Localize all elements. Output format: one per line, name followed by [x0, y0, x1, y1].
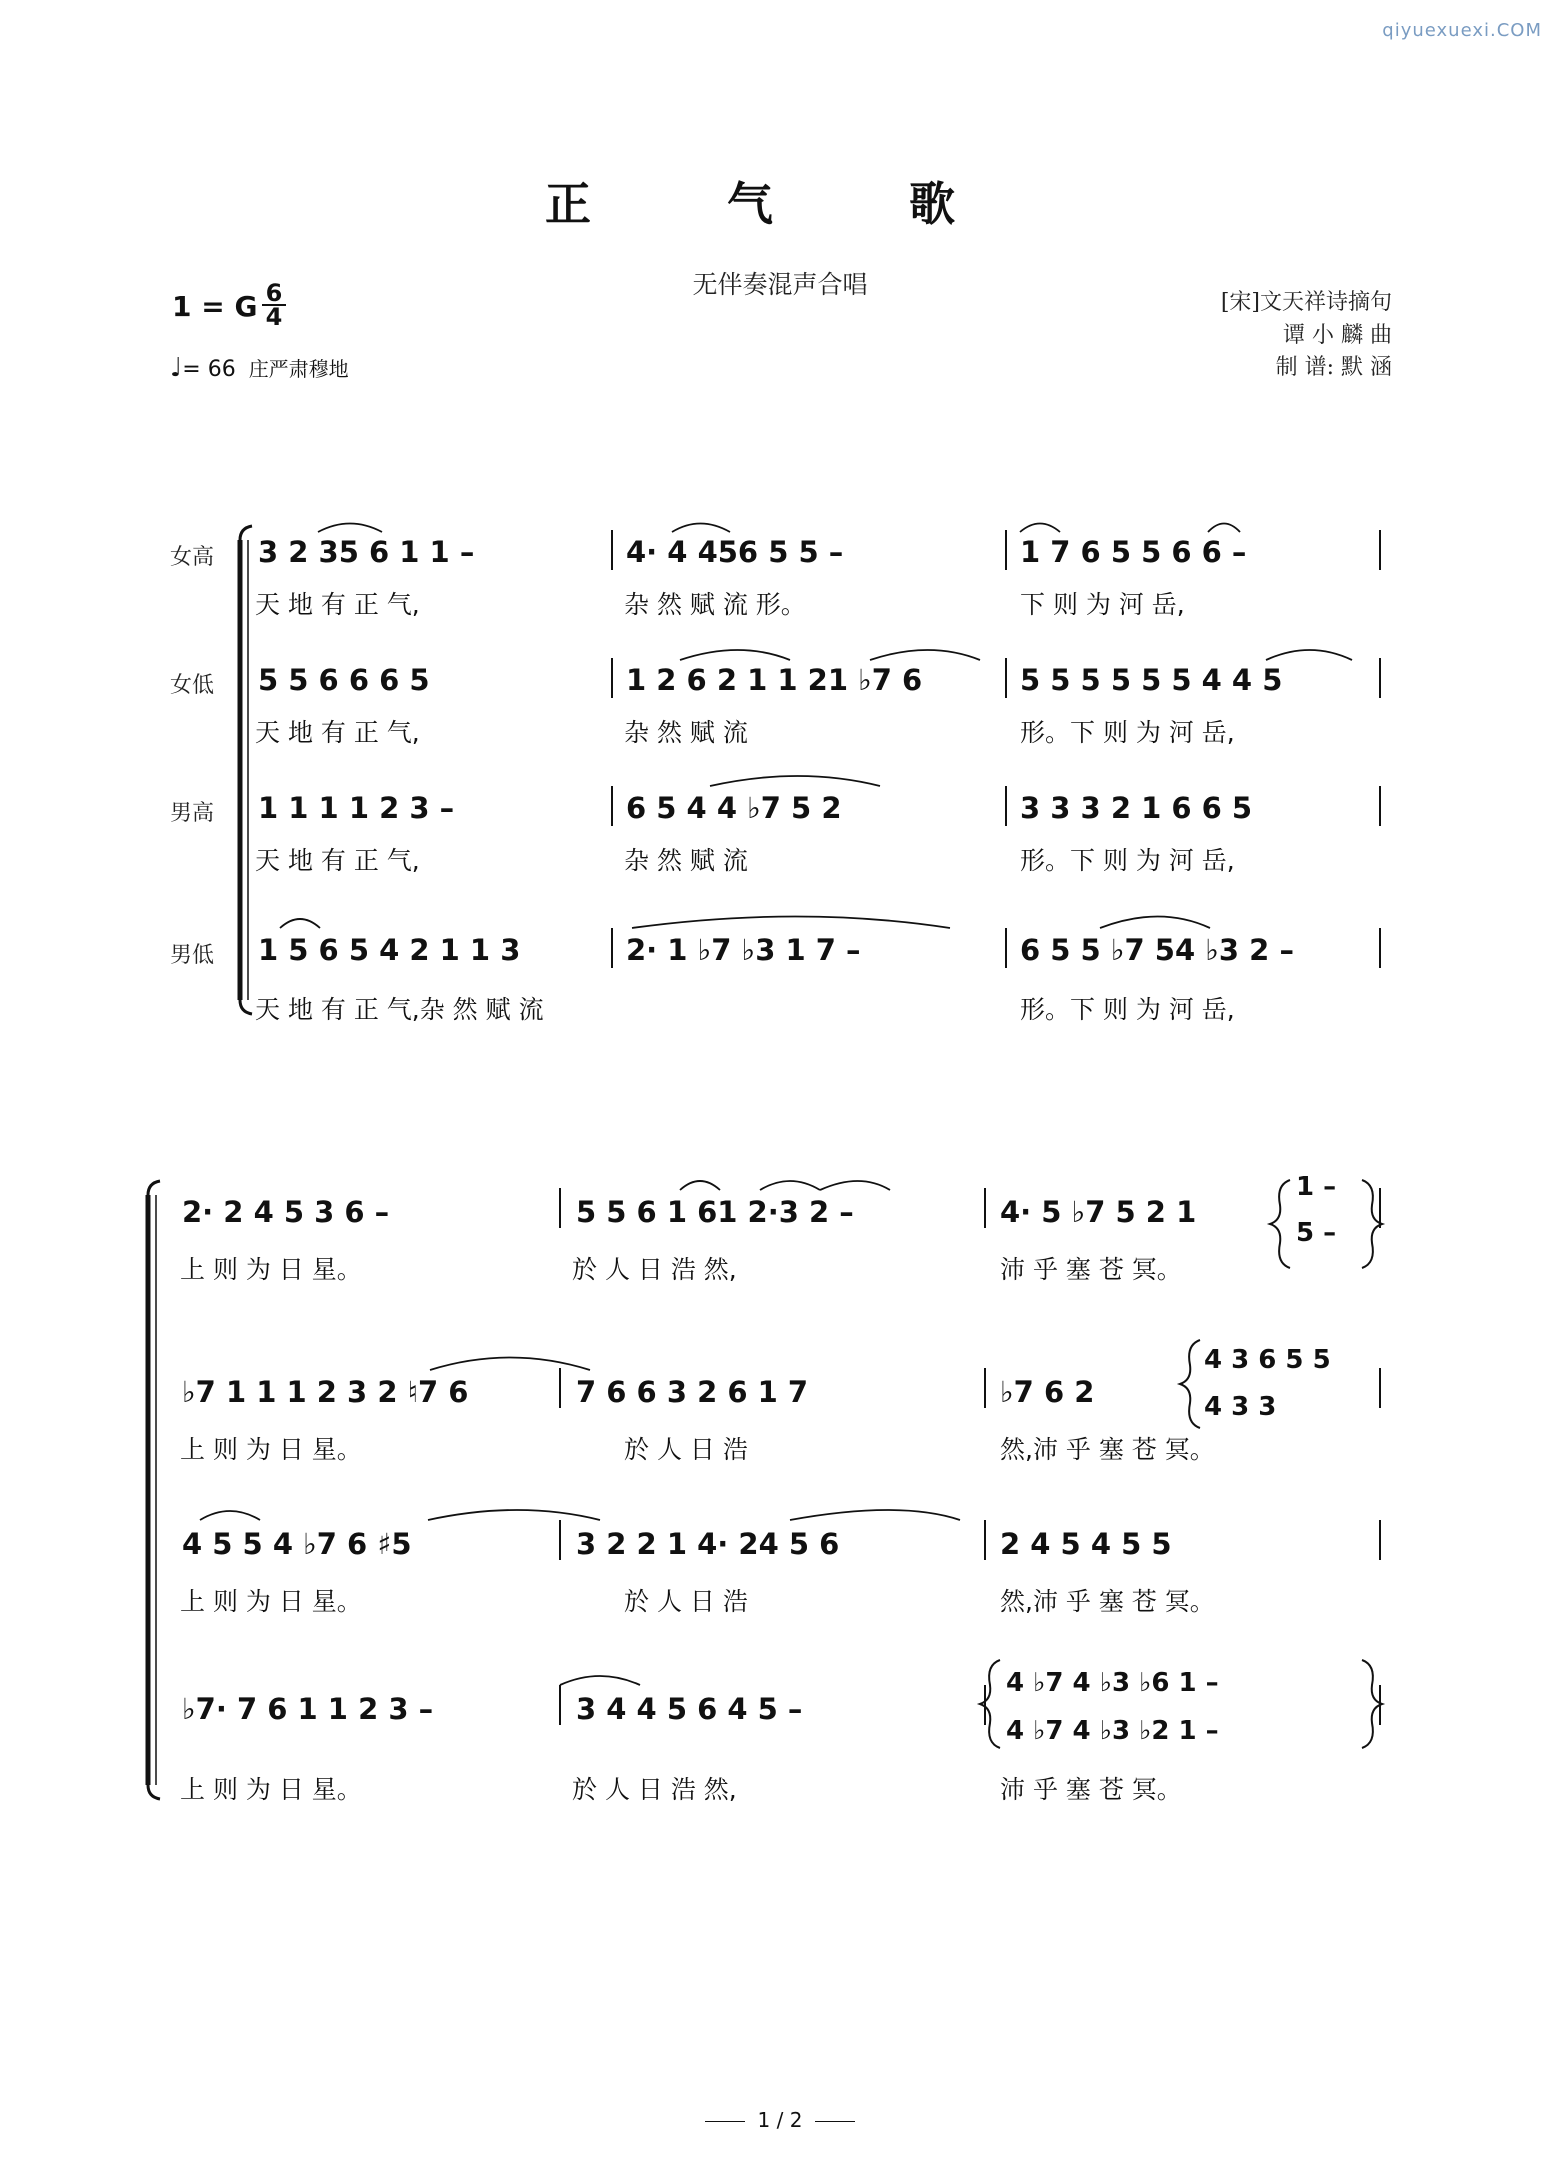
s1-bass-measure-1: 1 5 6 5 4 2 1 1 3	[258, 933, 521, 967]
key-signature: 1 = G	[172, 290, 258, 323]
s2-alto-lyrics-1: 上 则 为 日 星。	[180, 1435, 362, 1464]
s1-soprano-lyrics-1: 天 地 有 正 气,	[255, 590, 420, 619]
s1-alto-measure-1: 5 5 6 6 6 5	[258, 663, 430, 697]
slur-marks	[200, 524, 1440, 1686]
composer-credit: 谭 小 麟 曲	[1283, 323, 1392, 348]
s2-bass-lyrics-1: 上 则 为 日 星。	[180, 1775, 362, 1804]
quarter-note-icon: ♩	[170, 353, 183, 383]
s1-tenor-lyrics-1: 天 地 有 正 气,	[255, 846, 420, 875]
s2-alto-measure-3: ♭7 6 2	[1000, 1375, 1095, 1409]
s2-alto-lyrics-3: 然,沛 乎 塞 苍 冥。	[1000, 1435, 1215, 1464]
s1-soprano-lyrics-3: 下 则 为 河 岳,	[1020, 590, 1185, 619]
s2-soprano-measure-2: 5 5 6 1 61 2·3 2 –	[576, 1195, 854, 1229]
lyricist-credit: [宋]文天祥诗摘句	[1220, 290, 1392, 315]
s2-tenor-measure-3: 2 4 5 4 5 5	[1000, 1527, 1172, 1561]
s1-alto-measure-2: 1 2 6 2 1 1 21 ♭7 6	[626, 663, 923, 697]
s1-bass-measure-3: 6 5 5 ♭7 54 ♭3 2 –	[1020, 933, 1294, 967]
s1-soprano-lyrics-2: 杂 然 赋 流 形。	[624, 590, 806, 619]
voice-label-soprano: 女高	[170, 545, 215, 570]
s1-soprano-measure-2: 4· 4 456 5 5 –	[626, 535, 844, 569]
s1-alto-measure-3: 5 5 5 5 5 5 4 4 5	[1020, 663, 1283, 697]
s2-bass-lyrics-2: 於 人 日 浩 然,	[572, 1775, 737, 1804]
s1-tenor-measure-1: 1 1 1 1 2 3 –	[258, 791, 455, 825]
watermark: qiyuexuexi.COM	[1382, 20, 1542, 41]
voice-label-bass: 男低	[170, 943, 215, 968]
s1-bass-lyrics-3: 形。下 则 为 河 岳,	[1020, 995, 1235, 1024]
s2-soprano-chord-lower: 5 –	[1296, 1218, 1337, 1248]
s1-bass-measure-2: 2· 1 ♭7 ♭3 1 7 –	[626, 933, 861, 967]
s2-tenor-lyrics-1: 上 则 为 日 星。	[180, 1587, 362, 1616]
s1-alto-lyrics-3: 形。下 则 为 河 岳,	[1020, 718, 1235, 747]
s2-bass-chord-upper: 4 ♭7 4 ♭3 ♭6 1 –	[1006, 1668, 1219, 1698]
s2-tenor-measure-2: 3 2 2 1 4· 24 5 6	[576, 1527, 840, 1561]
s2-soprano-lyrics-2: 於 人 日 浩 然,	[572, 1255, 737, 1284]
s2-soprano-chord-upper: 1 –	[1296, 1172, 1337, 1202]
s2-bass-measure-1: ♭7· 7 6 1 1 2 3 –	[182, 1692, 434, 1726]
time-signature-top: 6	[265, 279, 283, 307]
s2-alto-lyrics-2: 於 人 日 浩	[624, 1435, 748, 1464]
subtitle: 无伴奏混声合唱	[692, 270, 868, 299]
s2-bass-chord-lower: 4 ♭7 4 ♭3 ♭2 1 –	[1006, 1716, 1219, 1746]
s1-tenor-measure-2: 6 5 4 4 ♭7 5 2	[626, 791, 842, 825]
s2-soprano-lyrics-3: 沛 乎 塞 苍 冥。	[1000, 1255, 1182, 1284]
s2-alto-chord-upper: 4 3 6 5 5	[1204, 1345, 1331, 1375]
s2-bass-measure-2: 3 4 4 5 6 4 5 –	[576, 1692, 803, 1726]
s2-soprano-lyrics-1: 上 则 为 日 星。	[180, 1255, 362, 1284]
s2-tenor-measure-1: 4 5 5 4 ♭7 6 ♯5	[182, 1527, 412, 1561]
page-number-label: 1 / 2	[757, 2108, 803, 2132]
voice-label-alto: 女低	[170, 673, 215, 698]
s2-soprano-measure-3: 4· 5 ♭7 5 2 1	[1000, 1195, 1197, 1229]
s1-soprano-measure-1: 3 2 35 6 1 1 –	[258, 535, 475, 569]
tempo-bpm: = 66	[182, 357, 236, 382]
s1-alto-lyrics-1: 天 地 有 正 气,	[255, 718, 420, 747]
s1-bass-lyrics-1: 天 地 有 正 气,杂 然 赋 流	[255, 995, 544, 1024]
s1-tenor-measure-3: 3 3 3 2 1 6 6 5	[1020, 791, 1253, 825]
s2-bass-lyrics-3: 沛 乎 塞 苍 冥。	[1000, 1775, 1182, 1804]
page-title: 正 气 歌	[544, 177, 1016, 231]
s1-soprano-measure-3: 1 7 6 5 5 6 6 –	[1020, 535, 1247, 569]
s2-tenor-lyrics-2: 於 人 日 浩	[624, 1587, 748, 1616]
s1-tenor-lyrics-2: 杂 然 赋 流	[624, 846, 748, 875]
s2-alto-measure-1: ♭7 1 1 1 2 3 2 ♮7 6	[182, 1375, 469, 1409]
page-number	[0, 2108, 1560, 2132]
voice-label-tenor: 男高	[170, 801, 215, 826]
s1-alto-lyrics-2: 杂 然 赋 流	[624, 718, 748, 747]
s2-alto-chord-lower: 4 3 3	[1204, 1392, 1277, 1422]
s2-soprano-measure-1: 2· 2 4 5 3 6 –	[182, 1195, 390, 1229]
tempo-expression: 庄严肃穆地	[248, 357, 349, 381]
s2-tenor-lyrics-3: 然,沛 乎 塞 苍 冥。	[1000, 1587, 1215, 1616]
s2-alto-measure-2: 7 6 6 3 2 6 1 7	[576, 1375, 809, 1409]
s1-tenor-lyrics-3: 形。下 则 为 河 岳,	[1020, 846, 1235, 875]
engraver-credit: 制 谱: 默 涵	[1275, 355, 1392, 380]
time-signature-bottom: 4	[265, 303, 283, 331]
